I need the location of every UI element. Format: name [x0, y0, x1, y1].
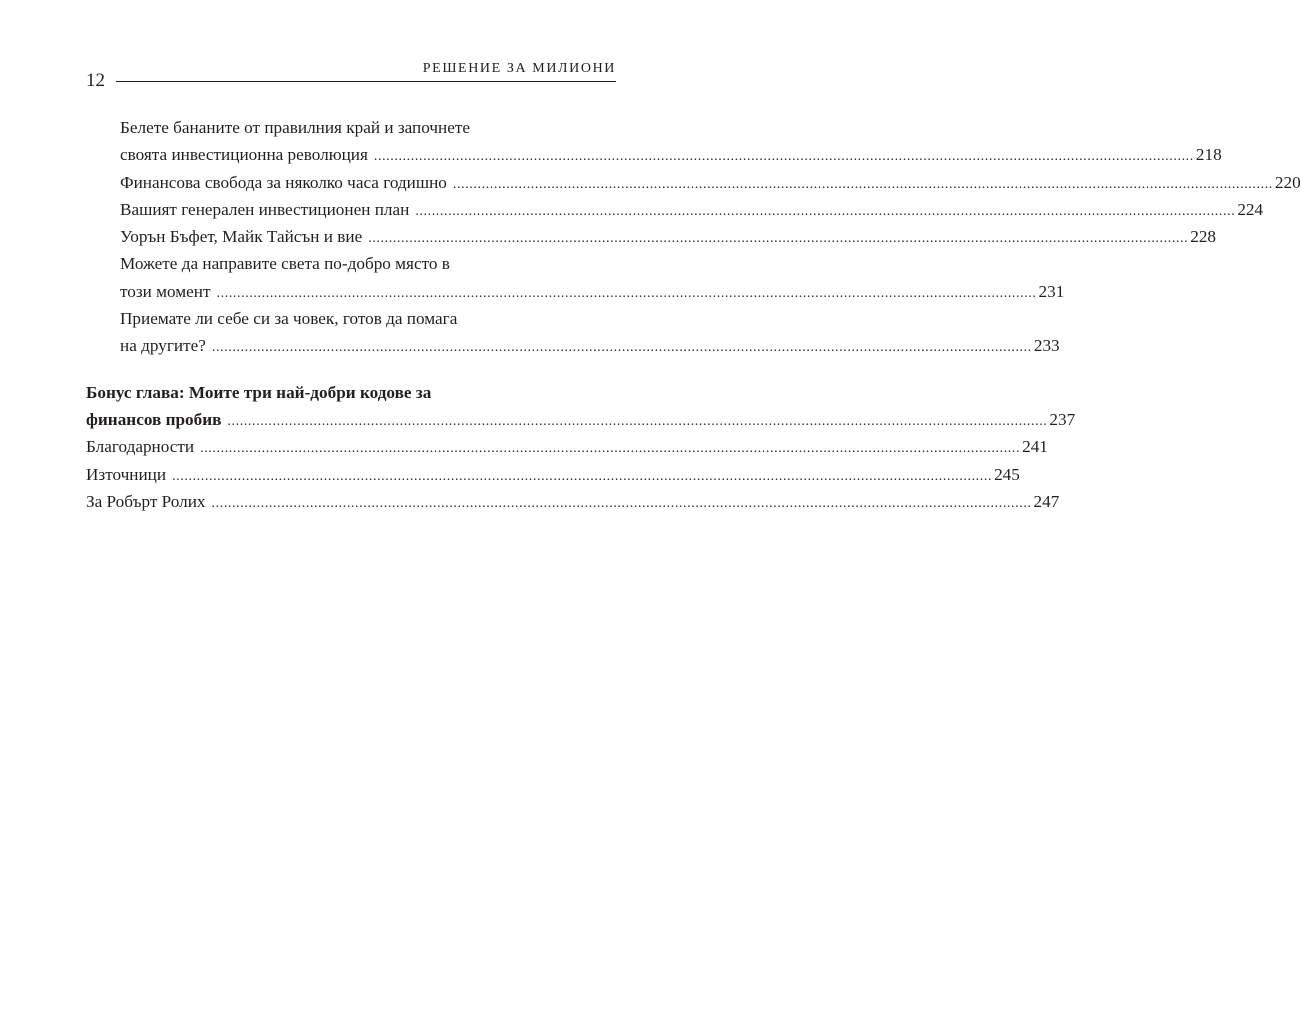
section-gap — [86, 360, 599, 379]
toc-entry-page: 218 — [1195, 145, 1222, 165]
toc-entry[interactable] — [86, 461, 1020, 488]
toc-entry-page: 233 — [1033, 336, 1060, 356]
toc-entry-title-line: Бонус глава: Моите три най-добри кодове за — [86, 382, 432, 402]
toc-entry-title: За Робърт Ролих — [86, 491, 206, 511]
toc-entry[interactable] — [86, 305, 1060, 360]
toc-entry-page: 245 — [994, 464, 1020, 484]
toc-entry-last-line — [86, 488, 1060, 515]
toc-entry-last-line — [120, 223, 1217, 250]
leader-dots: ........................................................................................................................................................................................................ — [211, 340, 1032, 356]
toc-entry-title: Вашият генерален инвестиционен план — [120, 199, 410, 219]
toc-entry-page: 220 — [1274, 172, 1301, 192]
leader-dots: ........................................................................................................................................................................................................ — [415, 203, 1236, 219]
toc-entry-title: Благодарности — [86, 437, 195, 457]
toc-entry-title: този момент — [120, 281, 211, 301]
toc-entry-page: 237 — [1049, 409, 1076, 429]
toc-entry-title-line: Приемате ли себе си за човек, готов да помага — [120, 309, 458, 329]
leader-dots: ........................................................................................................................................................................................................ — [200, 441, 1021, 457]
toc-entry-title: своята инвестиционна революция — [120, 145, 368, 165]
toc-entry-title: Източници — [86, 464, 167, 484]
toc-entry-last-line — [86, 433, 1048, 460]
toc-entry-title-line: Белете бананите от правилния край и започнете — [120, 118, 470, 137]
toc-entry-last-line — [86, 461, 1020, 488]
running-header — [86, 60, 616, 90]
leader-dots: ........................................................................................................................................................................................................ — [172, 468, 993, 484]
toc-entry-last-line — [120, 278, 1065, 305]
leader-dots: ........................................................................................................................................................................................................ — [216, 285, 1037, 301]
toc-entry[interactable] — [86, 223, 1217, 250]
running-title: РЕШЕНИЕ ЗА МИЛИОНИ — [422, 61, 616, 76]
toc-entry[interactable] — [86, 196, 1264, 223]
toc-entry-title-line: Можете да направите света по-добро място в — [120, 254, 450, 274]
toc-entry-page: 231 — [1038, 281, 1065, 301]
toc-entry[interactable] — [86, 488, 1060, 515]
toc-entry-page: 247 — [1033, 491, 1060, 511]
toc-entry-last-line — [86, 406, 1076, 433]
leader-dots: ........................................................................................................................................................................................................ — [211, 495, 1032, 511]
toc-entry[interactable] — [86, 250, 1065, 305]
toc-entry-bonus[interactable] — [86, 379, 1076, 434]
toc-entry[interactable] — [86, 433, 1048, 460]
toc-entry-title: на другите? — [120, 336, 206, 356]
toc-entry[interactable] — [86, 114, 1222, 169]
toc-entry[interactable] — [86, 169, 1301, 196]
toc-entry-page: 228 — [1190, 227, 1217, 247]
leader-dots: ........................................................................................................................................................................................................ — [227, 413, 1048, 429]
toc-entry-last-line — [120, 169, 1301, 196]
toc-entry-title: Финансова свобода за няколко часа годишно — [120, 172, 447, 192]
toc-entry-page: 224 — [1237, 199, 1264, 219]
table-of-contents — [86, 114, 1301, 515]
toc-entry-last-line — [120, 141, 1222, 168]
header-rule — [116, 81, 616, 82]
toc-entry-page: 241 — [1022, 437, 1048, 457]
toc-entry-last-line — [120, 332, 1060, 359]
leader-dots: ........................................................................................................................................................................................................ — [452, 176, 1273, 192]
toc-entry-last-line — [120, 196, 1264, 223]
toc-entry-title: финансов пробив — [86, 409, 222, 429]
toc-entry-title: Уорън Бъфет, Майк Тайсън и вие — [120, 227, 363, 247]
leader-dots: ........................................................................................................................................................................................................ — [368, 231, 1189, 247]
leader-dots: ........................................................................................................................................................................................................ — [373, 149, 1194, 165]
page-number: 12 — [86, 70, 105, 91]
